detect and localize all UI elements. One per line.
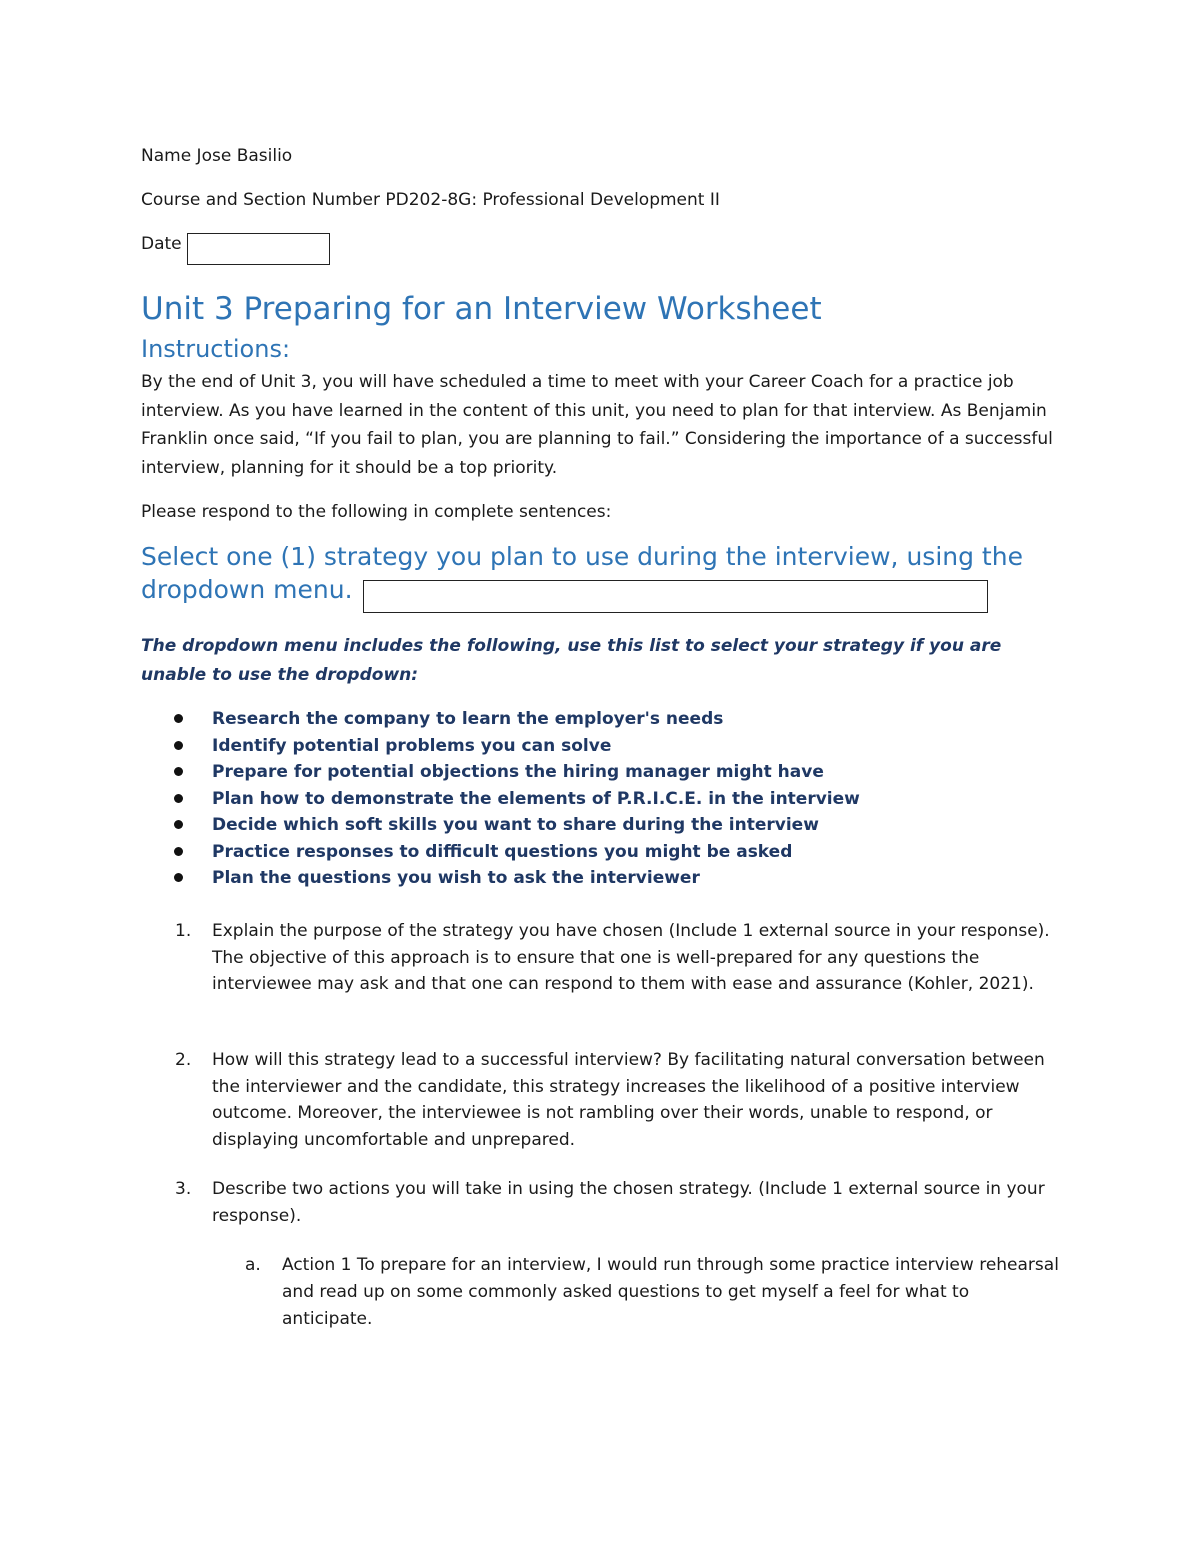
strategy-heading-line2: dropdown menu.	[141, 575, 353, 604]
list-item: Practice responses to difficult questions you might be asked	[212, 839, 792, 865]
dropdown-note: The dropdown menu includes the following, use this list to select your strategy if you are unable to use the dropdown:	[141, 636, 1002, 685]
question-number: 2.	[175, 1050, 192, 1070]
question-number: 3.	[175, 1179, 192, 1199]
instructions-heading: Instructions:	[141, 335, 291, 363]
bullet-icon	[174, 767, 183, 776]
list-item: Plan how to demonstrate the elements of P.R.I.C.E. in the interview	[212, 786, 860, 812]
list-item: Plan the questions you wish to ask the interviewer	[212, 865, 700, 891]
bullet-icon	[174, 873, 183, 882]
date-label: Date	[141, 234, 182, 254]
strategy-heading-line1: Select one (1) strategy you plan to use during the interview, using the	[141, 542, 1023, 571]
bullet-icon	[174, 820, 183, 829]
question-answer: How will this strategy lead to a successful interview? By facilitating natural conversation between the interviewer and the candidate, this strategy increases the likelihood of a positive interview outcome. Moreover, the interviewee is not rambling over their words, unable to respond, or displaying uncomfortable and unprepared.	[212, 1050, 1045, 1151]
list-item: Prepare for potential objections the hiring manager might have	[212, 759, 824, 785]
action-answer: Action 1 To prepare for an interview, I would run through some practice interview rehearsal and read up on some commonly asked questions to get myself a feel for what to anticipate.	[282, 1255, 1059, 1329]
course-section: Course and Section Number PD202-8G: Professional Development II	[141, 190, 720, 210]
page-title: Unit 3 Preparing for an Interview Worksheet	[141, 291, 822, 327]
question-answer: Describe two actions you will take in using the chosen strategy. (Include 1 external source in your response).	[212, 1179, 1045, 1226]
bullet-icon	[174, 847, 183, 856]
respond-prompt: Please respond to the following in complete sentences:	[141, 502, 612, 522]
instructions-text: By the end of Unit 3, you will have scheduled a time to meet with your Career Coach for a practice job interview. As you have learned in the content of this unit, you need to plan for that interview. As Benjamin Franklin once said, “If you fail to plan, you are planning to fail.” Considering the importance of a successful interview, planning for it should be a top priority.	[141, 372, 1053, 478]
strategy-dropdown[interactable]	[363, 580, 988, 613]
bullet-icon	[174, 741, 183, 750]
action-letter: a.	[245, 1255, 261, 1275]
student-name: Name Jose Basilio	[141, 146, 293, 166]
question-number: 1.	[175, 921, 192, 941]
list-item: Identify potential problems you can solve	[212, 733, 611, 759]
bullet-icon	[174, 794, 183, 803]
list-item: Decide which soft skills you want to share during the interview	[212, 812, 819, 838]
question-answer: Explain the purpose of the strategy you have chosen (Include 1 external source in your response). The objective of this approach is to ensure that one is well-prepared for any questions the interviewee may ask and that one can respond to them with ease and assurance (Kohler, 2021).	[212, 921, 1050, 995]
date-field[interactable]	[187, 233, 330, 265]
list-item: Research the company to learn the employer's needs	[212, 706, 723, 732]
bullet-icon	[174, 714, 183, 723]
